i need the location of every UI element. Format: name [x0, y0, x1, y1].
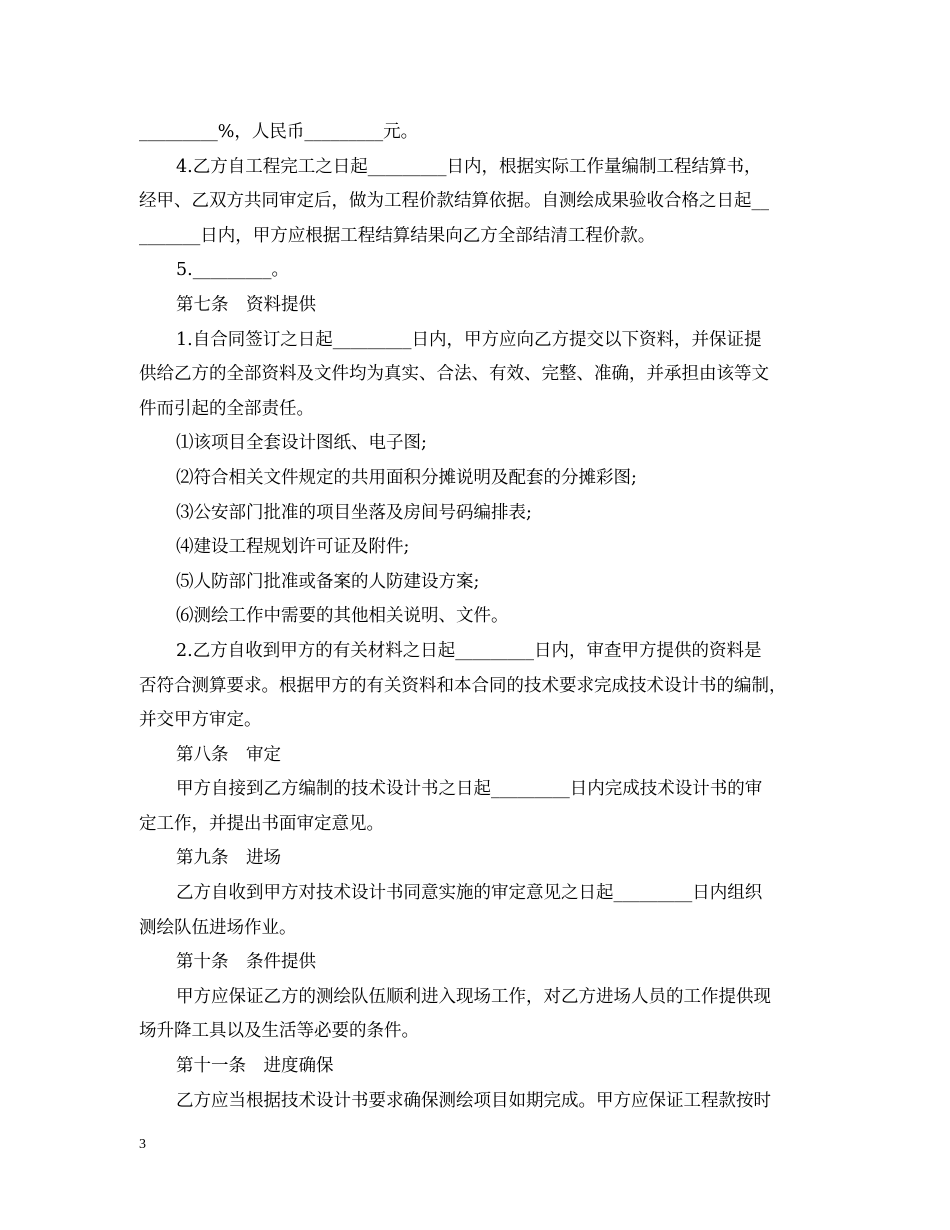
text-line: 场升降工具以及生活等必要的条件。 — [139, 1021, 419, 1042]
text-line: 4.乙方自工程完工之日起_________日内，根据实际工作量编制工程结算书， — [176, 156, 762, 177]
text-line: 甲方应保证乙方的测绘队伍顺利进入现场工作，对乙方进场人员的工作提供现 — [176, 986, 771, 1007]
list-item: ⑹测绘工作中需要的其他相关说明、文件。 — [176, 606, 509, 627]
section-heading: 第九条 进场 — [176, 848, 281, 869]
text-line: 定工作，并提出书面审定意见。 — [139, 813, 384, 834]
list-item: ⑴该项目全套设计图纸、电子图; — [176, 433, 427, 454]
list-item: ⑷建设工程规划许可证及附件; — [176, 537, 410, 558]
text-line: 经甲、乙双方共同审定后，做为工程价款结算依据。自测绘成果验收合格之日起__ — [139, 191, 769, 212]
text-line: 1.自合同签订之日起_________日内，甲方应向乙方提交以下资料，并保证提 — [176, 329, 762, 350]
section-heading: 第十条 条件提供 — [176, 952, 316, 973]
text-line: 否符合测算要求。根据甲方的有关资料和本合同的技术要求完成技术设计书的编制， — [139, 675, 787, 696]
text-line: _________%，人民币_________元。 — [139, 122, 419, 142]
text-line: 并交甲方审定。 — [139, 710, 262, 731]
text-line: 乙方自收到甲方对技术设计书同意实施的审定意见之日起_________日内组织 — [176, 883, 763, 904]
section-heading: 第十一条 进度确保 — [176, 1056, 334, 1077]
text-line: 测绘队伍进场作业。 — [139, 917, 297, 938]
text-line: _______日内，甲方应根据工程结算结果向乙方全部结清工程价款。 — [139, 225, 656, 246]
document-body — [139, 115, 819, 1118]
text-line: 供给乙方的全部资料及文件均为真实、合法、有效、完整、准确，并承担由该等文 — [139, 364, 769, 385]
section-heading: 第八条 审定 — [176, 744, 281, 765]
text-line: 5._________。 — [176, 260, 289, 281]
text-line: 乙方应当根据技术设计书要求确保测绘项目如期完成。甲方应保证工程款按时 — [176, 1090, 771, 1111]
page-number: 3 — [139, 1137, 146, 1152]
list-item: ⑵符合相关文件规定的共用面积分摊说明及配套的分摊彩图; — [176, 467, 637, 488]
text-line: 甲方自接到乙方编制的技术设计书之日起_________日内完成技术设计书的审 — [176, 779, 763, 800]
list-item: ⑸人防部门批准或备案的人防建设方案; — [176, 571, 480, 592]
text-line: 2.乙方自收到甲方的有关材料之日起_________日内，审查甲方提供的资料是 — [176, 640, 762, 661]
section-heading: 第七条 资料提供 — [176, 294, 316, 315]
text-line: 件而引起的全部责任。 — [139, 398, 314, 419]
list-item: ⑶公安部门批准的项目坐落及房间号码编排表; — [176, 502, 532, 523]
